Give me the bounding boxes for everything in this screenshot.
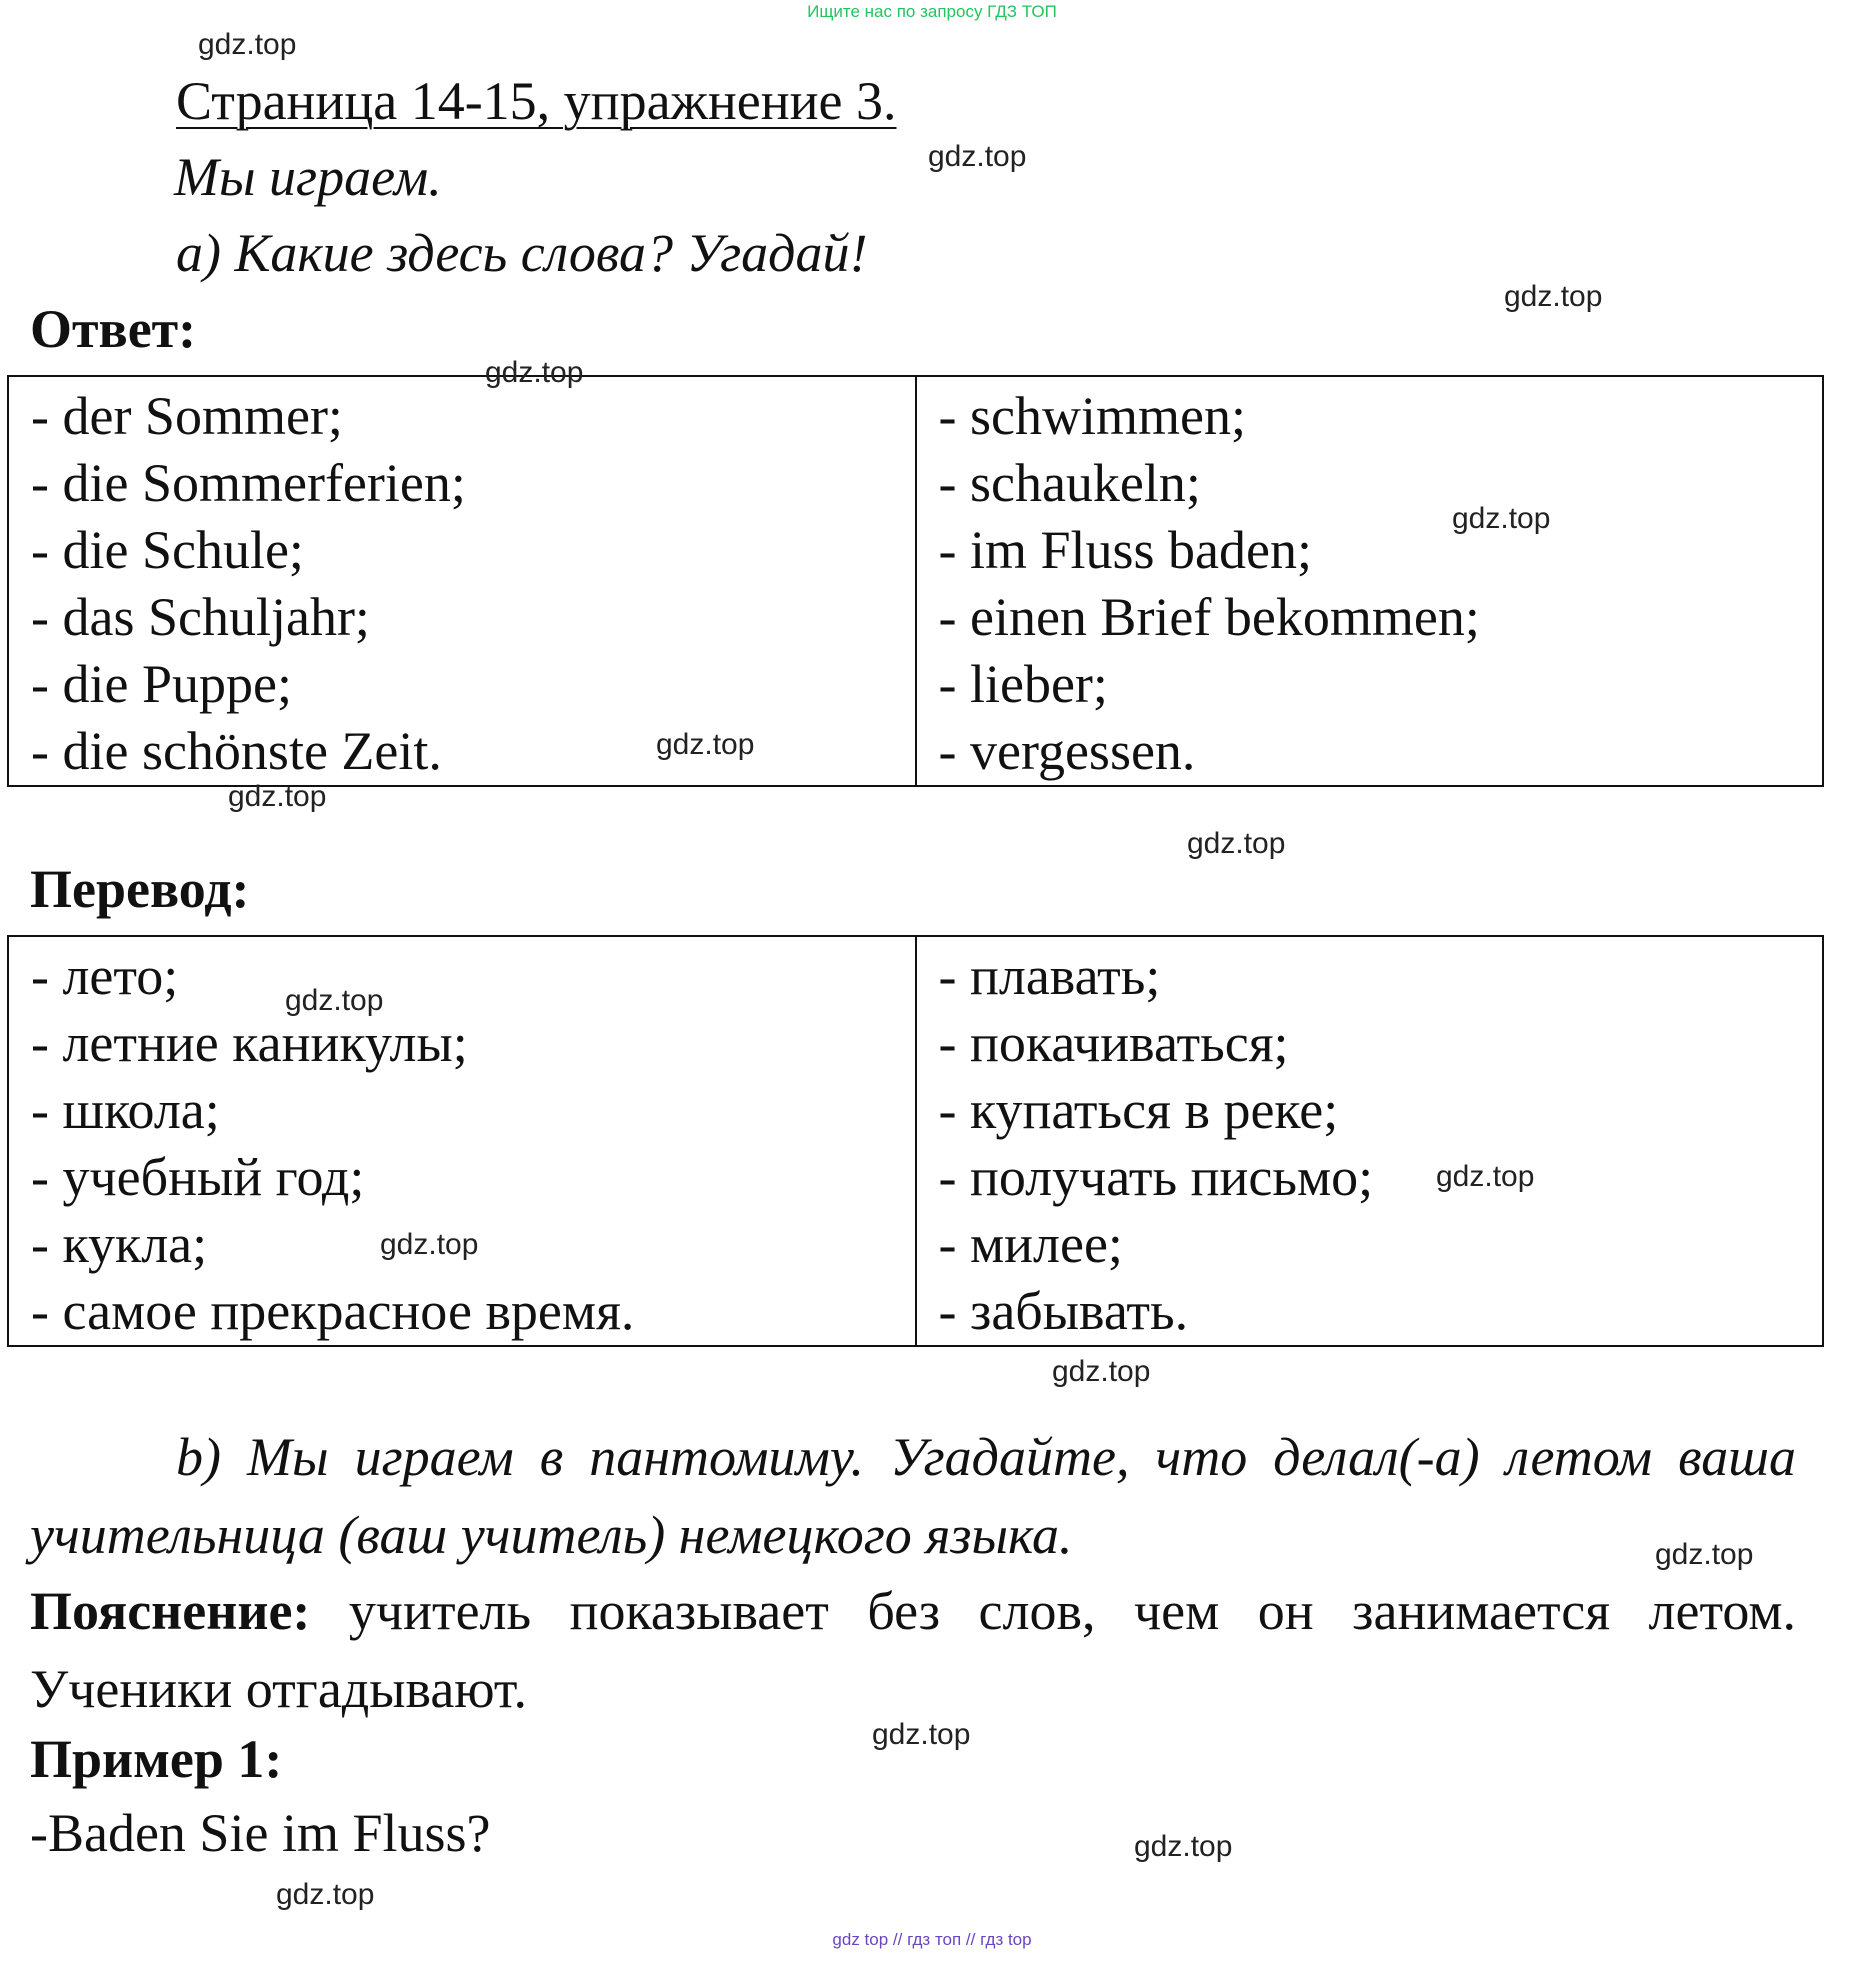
watermark: gdz.top — [380, 1228, 479, 1261]
translation-right-item: - забывать. — [938, 1281, 1189, 1341]
translation-left-item: - лето; — [31, 946, 179, 1006]
translation-right-column — [916, 936, 1824, 1346]
watermark: gdz.top — [656, 728, 755, 761]
watermark: gdz.top — [1052, 1355, 1151, 1388]
translation-left-column — [8, 936, 916, 1346]
answer-left-item: - die Sommerferien; — [31, 453, 466, 513]
translation-left-item: - летние каникулы; — [31, 1013, 468, 1073]
example-label: Пример 1: — [30, 1729, 283, 1789]
answer-right-item: - schaukeln; — [938, 453, 1201, 513]
watermark: gdz.top — [1655, 1538, 1754, 1571]
answer-right-item: - im Fluss baden; — [938, 520, 1312, 580]
watermark: gdz.top — [285, 984, 384, 1017]
task-a: а) Какие здесь слова? Угадай! — [176, 223, 868, 283]
answer-label: Ответ: — [30, 299, 197, 359]
watermark: gdz.top — [1187, 827, 1286, 860]
translation-left-item: - самое прекрасное время. — [31, 1281, 635, 1341]
translation-right-item: - покачиваться; — [938, 1013, 1289, 1073]
translation-left-item: - учебный год; — [31, 1147, 365, 1207]
watermark: gdz.top — [1504, 280, 1603, 313]
answer-left-item: - der Sommer; — [31, 386, 343, 446]
answer-left-item: - das Schuljahr; — [31, 587, 370, 647]
translation-label: Перевод: — [30, 859, 250, 919]
translation-right-item: - получать письмо; — [938, 1147, 1374, 1207]
watermark: gdz.top — [1452, 502, 1551, 535]
answer-right-item: - schwimmen; — [938, 386, 1246, 446]
answer-table — [7, 375, 1824, 787]
task-b: b) Мы играем в пантомиму. Угадайте, что делал(-а) летом ваша учительница (ваш учитель) немецкого языка. — [30, 1427, 1796, 1565]
page-title: Страница 14-15, упражнение 3. — [176, 71, 897, 131]
translation-table — [7, 935, 1824, 1347]
watermark: gdz.top — [198, 28, 297, 61]
explanation-label: Пояснение: — [30, 1581, 311, 1641]
watermark: gdz.top — [1134, 1830, 1233, 1863]
top-banner[interactable]: Ищите нас по запросу ГДЗ ТОП — [807, 2, 1057, 21]
watermark: gdz.top — [928, 140, 1027, 173]
watermark: gdz.top — [276, 1878, 375, 1911]
bottom-banner[interactable]: gdz top // гдз топ // гдз top — [832, 1930, 1032, 1949]
watermark: gdz.top — [485, 356, 584, 389]
answer-left-item: - die Schule; — [31, 520, 304, 580]
watermark: gdz.top — [872, 1718, 971, 1751]
answer-right-column — [916, 376, 1824, 786]
example-text: -Baden Sie im Fluss? — [30, 1803, 491, 1863]
translation-left-item: - школа; — [31, 1080, 220, 1140]
watermark: gdz.top — [228, 780, 327, 813]
subtitle: Мы играем. — [174, 147, 442, 207]
explanation-paragraph — [30, 1572, 1796, 1728]
answer-right-item: - lieber; — [938, 654, 1108, 714]
translation-left-item: - кукла; — [31, 1214, 208, 1274]
answer-right-item: - vergessen. — [938, 721, 1196, 781]
translation-right-item: - купаться в реке; — [938, 1080, 1339, 1140]
translation-right-item: - милее; — [938, 1214, 1123, 1274]
explanation-text: учитель показывает без слов, чем он занимается летом. Ученики отгадывают. — [30, 1581, 1796, 1719]
answer-right-item: - einen Brief bekommen; — [938, 587, 1480, 647]
answer-left-item: - die schönste Zeit. — [31, 721, 442, 781]
answer-left-column — [8, 376, 916, 786]
watermark: gdz.top — [1436, 1160, 1535, 1193]
translation-right-item: - плавать; — [938, 946, 1161, 1006]
answer-left-item: - die Puppe; — [31, 654, 292, 714]
